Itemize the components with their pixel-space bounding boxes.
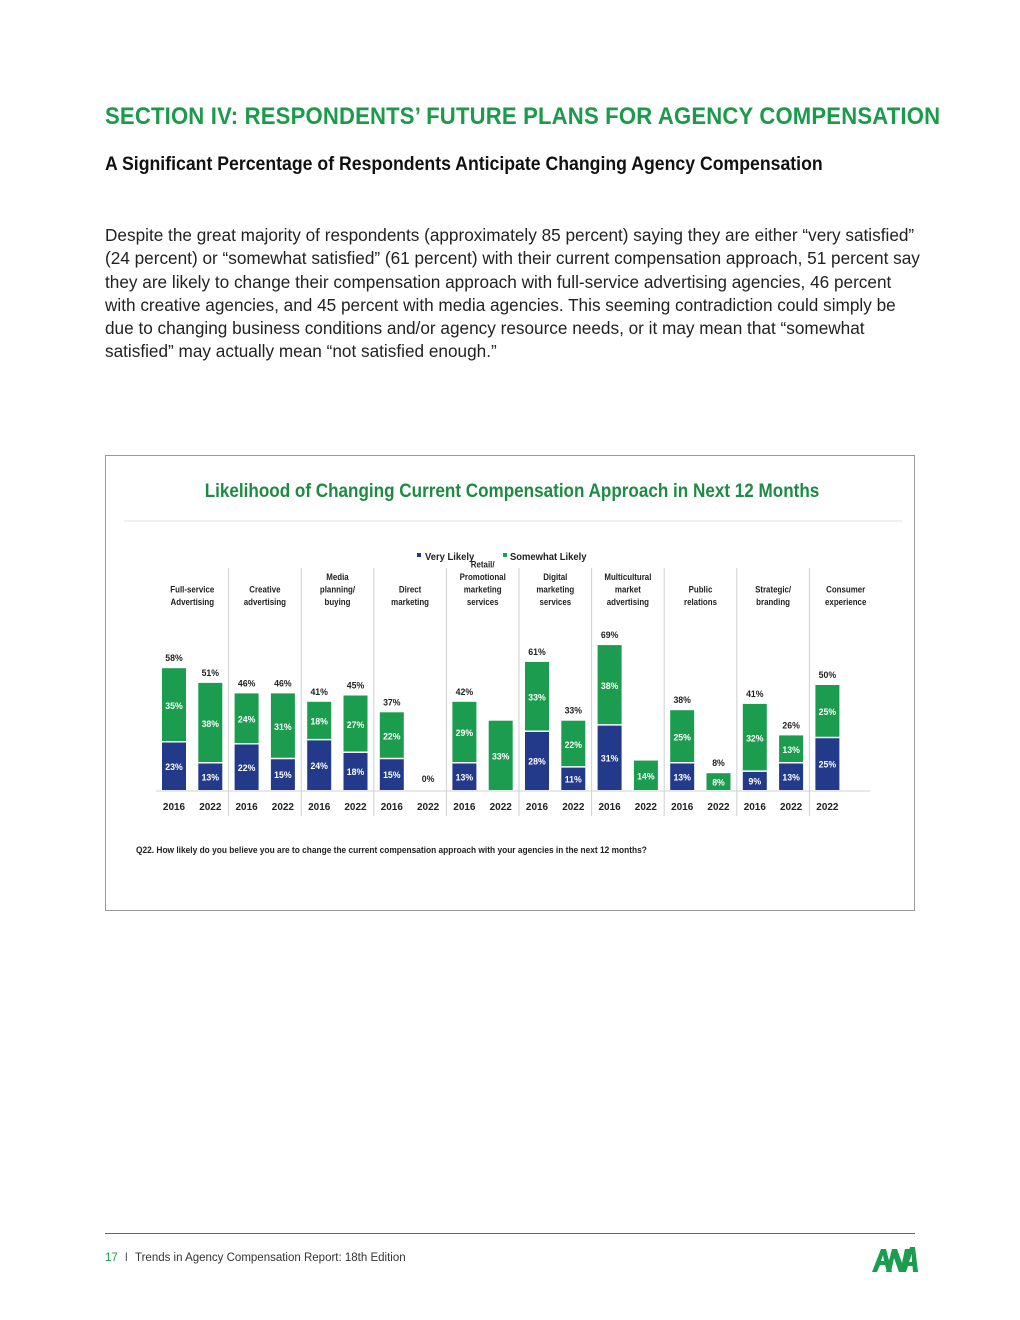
data-label-very-likely: 18% (346, 766, 365, 778)
legend-label-very-likely: Very Likely (425, 551, 475, 564)
body-paragraph: Despite the great majority of respondents (approximately 85 percent) saying they are either “very satisfied” (24 percent) or “somewhat satisfied” (61 percent) with their current compensation approach, 51 percent say they are likely to change their compensation approach with full-service advertising agencies, 46 percent with creative agencies, and 45 percent with media agencies. This seeming contradiction could simply be due to changing business conditions and/or agency resource needs, or it may mean that “somewhat satisfied” may actually mean “not satisfied enough.” (105, 225, 920, 362)
data-label-somewhat-likely: 22% (383, 731, 401, 742)
data-label-very-likely: 9% (748, 776, 762, 787)
data-label-very-likely: 31% (600, 753, 619, 764)
data-label-total: 61% (528, 646, 546, 657)
data-label-total: 46% (237, 678, 256, 689)
category-label: Multicultural (604, 571, 652, 583)
category-label: marketing (463, 584, 502, 595)
year-tick-label: 2022 (271, 801, 294, 814)
footer-separator: I (124, 1252, 128, 1264)
data-label-somewhat-likely: 38% (600, 680, 619, 692)
category-label: Consumer (826, 584, 866, 595)
category-label: marketing (391, 596, 430, 608)
data-label-total: 0% (421, 773, 435, 785)
data-label-somewhat-likely: 27% (346, 719, 365, 730)
data-label-total: 50% (818, 669, 837, 681)
stacked-bar-chart (106, 456, 914, 910)
legend-label-somewhat-likely: Somewhat Likely (510, 551, 587, 564)
category-label: Digital (543, 571, 568, 583)
data-label-very-likely: 13% (455, 772, 474, 783)
legend-swatch-very-likely (417, 553, 421, 557)
footer-divider (105, 1233, 915, 1234)
data-label-very-likely: 28% (528, 756, 546, 767)
year-tick-label: 2016 (671, 801, 694, 814)
category-label: advertising (243, 596, 287, 608)
data-label-very-likely: 13% (201, 772, 220, 783)
year-tick-label: 2022 (707, 801, 730, 814)
year-tick-label: 2022 (816, 801, 839, 814)
category-label: planning/ (319, 584, 356, 595)
data-label-total: 41% (310, 686, 328, 697)
year-tick-label: 2016 (525, 801, 549, 814)
year-tick-label: 2016 (308, 801, 331, 814)
category-label: marketing (536, 584, 575, 595)
data-label-total: 41% (746, 688, 764, 699)
year-tick-label: 2016 (598, 801, 621, 814)
data-label-very-likely: 15% (274, 769, 292, 781)
data-label-somewhat-likely: 33% (528, 692, 546, 703)
data-label-total: 58% (165, 652, 183, 664)
data-label-total: 69% (600, 629, 619, 641)
category-label: market (614, 584, 641, 595)
category-label: advertising (606, 596, 650, 608)
data-label-somewhat-likely: 14% (637, 770, 655, 782)
data-label-total: 38% (673, 694, 691, 706)
category-label: Media (326, 571, 349, 583)
category-label: Advertising (170, 596, 215, 608)
year-tick-label: 2022 (562, 801, 585, 814)
year-tick-label: 2022 (199, 801, 222, 814)
data-label-somewhat-likely: 13% (782, 744, 800, 756)
ana-logo (872, 1245, 918, 1273)
data-label-somewhat-likely: 22% (564, 739, 583, 750)
category-label: Creative (249, 584, 281, 595)
data-label-somewhat-likely: 25% (818, 706, 837, 718)
year-tick-label: 2016 (162, 801, 186, 814)
page-footer (105, 1252, 406, 1264)
data-label-somewhat-likely: 29% (455, 727, 474, 739)
data-label-somewhat-likely: 24% (237, 714, 256, 725)
data-label-very-likely: 24% (310, 760, 328, 771)
page-number: 17 (105, 1252, 118, 1264)
data-label-somewhat-likely: 35% (165, 700, 183, 712)
data-label-very-likely: 25% (818, 759, 837, 770)
data-label-very-likely: 23% (165, 761, 183, 772)
year-tick-label: 2022 (489, 801, 512, 814)
data-label-very-likely: 15% (383, 769, 401, 781)
category-label: services (466, 596, 499, 608)
data-label-somewhat-likely: 25% (673, 732, 691, 743)
data-label-total: 46% (274, 678, 292, 689)
year-tick-label: 2016 (380, 801, 403, 814)
category-label: buying (324, 596, 351, 608)
section-subtitle: A Significant Percentage of Respondents Anticipate Changing Agency Compensation (105, 154, 823, 175)
category-label: Strategic/ (755, 584, 792, 595)
year-tick-label: 2016 (235, 801, 258, 814)
data-label-total: 45% (346, 680, 365, 691)
year-tick-label: 2022 (344, 801, 367, 814)
data-label-very-likely: 22% (237, 762, 256, 773)
data-label-somewhat-likely: 18% (310, 716, 328, 727)
data-label-total: 51% (201, 667, 220, 678)
report-title: Trends in Agency Compensation Report: 18th Edition (135, 1252, 406, 1264)
category-label: Retail/ (470, 559, 495, 570)
year-tick-label: 2016 (453, 801, 476, 814)
data-label-somewhat-likely: 31% (274, 721, 292, 733)
data-label-somewhat-likely: 8% (712, 777, 725, 788)
year-tick-label: 2022 (780, 801, 803, 814)
data-label-very-likely: 13% (673, 772, 691, 783)
category-label: relations (684, 596, 717, 608)
section-title: SECTION IV: RESPONDENTS’ FUTURE PLANS FOR AGENCY COMPENSATION (105, 103, 941, 130)
category-label: Promotional (459, 571, 506, 583)
data-label-very-likely: 13% (782, 772, 800, 783)
data-label-somewhat-likely: 32% (746, 733, 764, 744)
year-tick-label: 2022 (634, 801, 657, 814)
chart-title: Likelihood of Changing Current Compensation Approach in Next 12 Months (204, 480, 820, 502)
chart-frame (105, 455, 915, 911)
category-label: experience (825, 596, 867, 608)
data-label-total: 8% (712, 757, 725, 769)
category-label: Full-service (170, 584, 215, 595)
category-label: Direct (398, 584, 422, 595)
data-label-total: 42% (455, 686, 474, 697)
data-label-very-likely: 11% (564, 774, 582, 785)
category-label: branding (756, 596, 791, 608)
data-label-somewhat-likely: 38% (201, 718, 220, 729)
category-label: services (539, 596, 572, 608)
year-tick-label: 2016 (743, 801, 766, 814)
data-label-total: 26% (782, 720, 800, 731)
category-label: Public (688, 584, 713, 595)
year-tick-label: 2022 (417, 801, 440, 814)
data-label-somewhat-likely: 33% (491, 751, 510, 762)
legend-swatch-somewhat-likely (503, 553, 507, 557)
data-label-total: 37% (383, 696, 401, 708)
chart-question-note: Q22. How likely do you believe you are to change the current compensation approach with your agencies in the next 12 months? (136, 844, 647, 856)
data-label-total: 33% (564, 705, 583, 716)
